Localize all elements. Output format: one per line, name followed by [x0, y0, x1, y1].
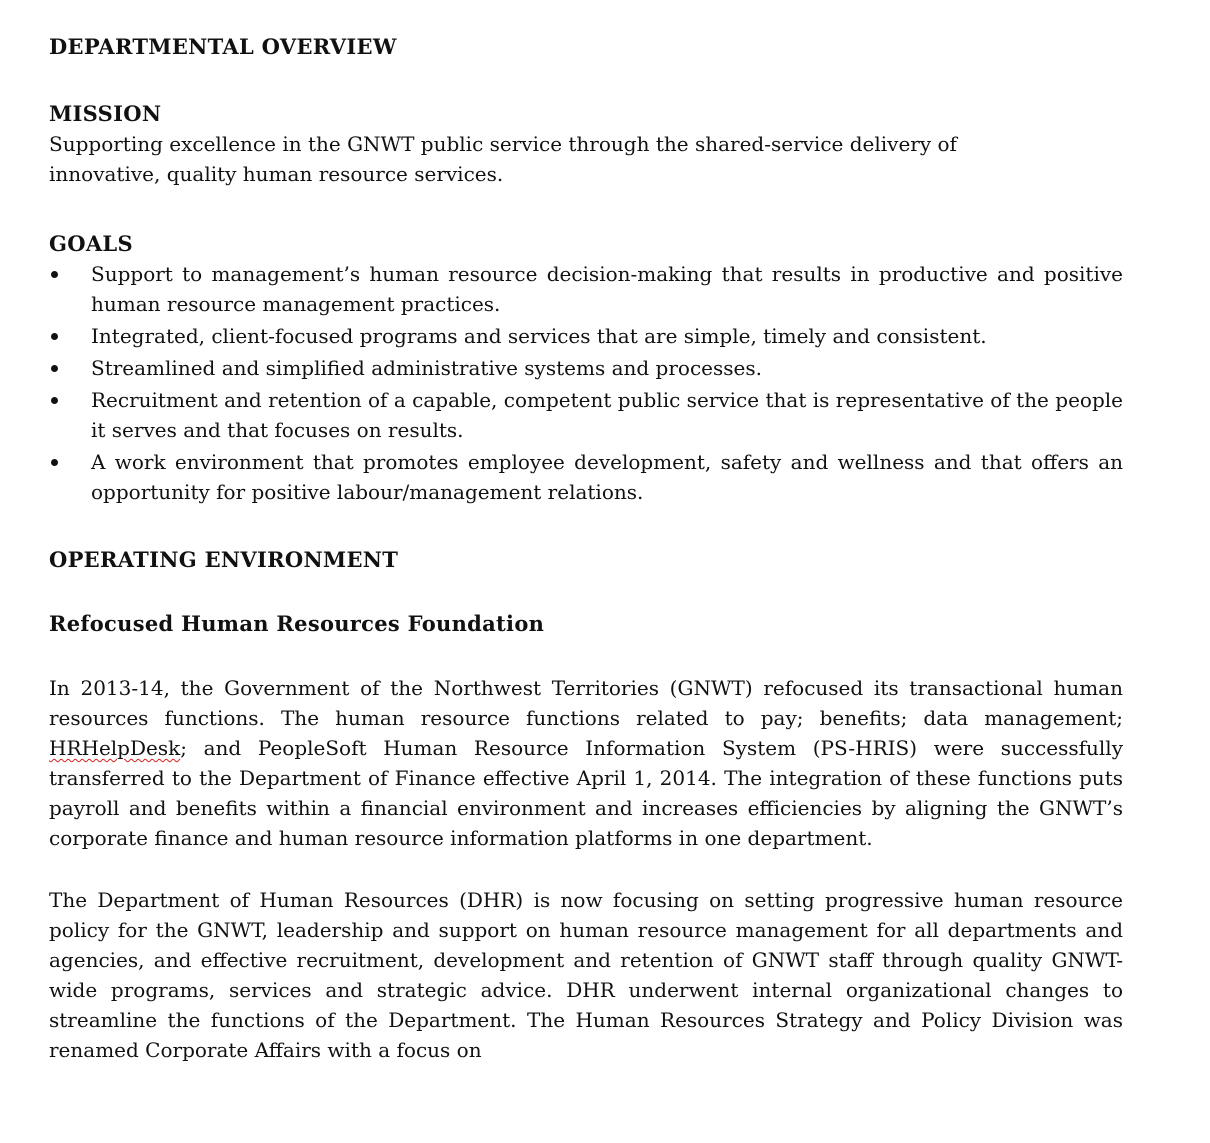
- bullet-icon: [51, 271, 58, 278]
- operating-environment-heading: OPERATING ENVIRONMENT: [49, 547, 399, 572]
- mission-text: Supporting excellence in the GNWT public service through the shared-service delivery of innovative, quality human resource services.: [49, 132, 957, 186]
- goal-item: [49, 385, 1123, 445]
- bullet-icon: [51, 397, 58, 404]
- goal-text: A work environment that promotes employee development, safety and wellness and that offers an opportunity for positive labour/management relations.: [91, 450, 1123, 504]
- paragraph-dhr-focus: The Department of Human Resources (DHR) is now focusing on setting progressive human resource policy for the GNWT, leadership and support on human resource management for all departments and agencies, and effective recruitment, development and retention of GNWT staff through quality GNWT-wide programs, services and strategic advice. DHR underwent internal organizational changes to streamline the functions of the Department. The Human Resources Strategy and Policy Division was renamed Corporate Affairs with a focus on: [49, 888, 1123, 1062]
- goal-text: Streamlined and simplified administrative systems and processes.: [91, 356, 762, 380]
- bullet-icon: [51, 333, 58, 340]
- document-title: DEPARTMENTAL OVERVIEW: [49, 34, 397, 59]
- paragraph-refocused: [49, 673, 1123, 853]
- goal-text: Support to management’s human resource decision-making that results in productive and positive human resource management practices.: [91, 262, 1123, 316]
- section-subheading: Refocused Human Resources Foundation: [49, 611, 545, 636]
- goal-item: [49, 447, 1123, 507]
- goal-text: Integrated, client-focused programs and services that are simple, timely and consistent.: [91, 324, 987, 348]
- document-page: [49, 32, 1123, 1065]
- paragraph-text: ; and PeopleSoft Human Resource Information System (PS-HRIS) were successfully transferred to the Department of Finance effective April 1, 2014. The integration of these functions puts payroll and benefits within a financial environment and increases efficiencies by aligning the GNWT’s corporate finance and human resource information platforms in one department.: [49, 736, 1123, 850]
- goals-list: [49, 259, 1123, 507]
- goal-item: [49, 353, 1123, 383]
- paragraph-text: In 2013-14, the Government of the Northwest Territories (GNWT) refocused its transactional human resources functions. The human resource functions related to pay; benefits; data management;: [49, 676, 1123, 730]
- goals-heading: GOALS: [49, 231, 133, 256]
- hrhelpdesk-term: HRHelpDesk: [49, 736, 181, 760]
- goal-item: [49, 259, 1123, 319]
- goal-text: Recruitment and retention of a capable, competent public service that is representative of the people it serves and that focuses on results.: [91, 388, 1123, 442]
- mission-heading: MISSION: [49, 101, 162, 126]
- bullet-icon: [51, 459, 58, 466]
- goal-item: [49, 321, 1123, 351]
- bullet-icon: [51, 365, 58, 372]
